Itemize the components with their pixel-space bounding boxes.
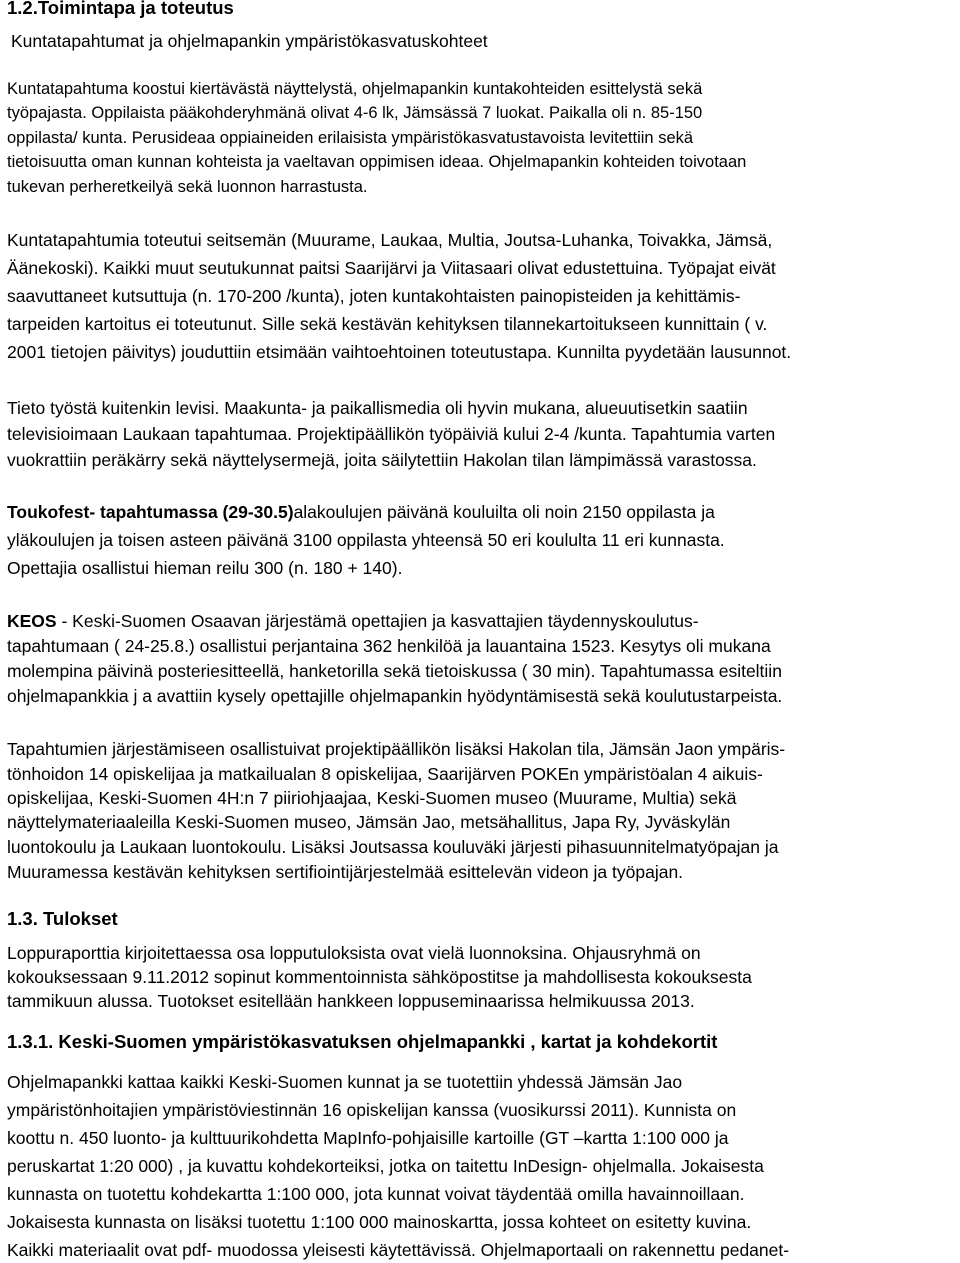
paragraph-line: Kaikki materiaalit ovat pdf- muodossa yleisesti käytettävissä. Ohjelmaportaali on rakennettu pedanet-: [7, 1240, 790, 1260]
paragraph-line: oppilasta/ kunta. Perusideaa oppiaineiden erilaisista ympäristökasvatustavoista levitettiin sekä: [7, 129, 694, 147]
paragraph-line: 2001 tietojen päivitys) jouduttiin etsimään vaihtoehtoinen toteutustapa. Kunnilta pyydetään lausunnot.: [7, 342, 792, 362]
paragraph-line: ympäristönhoitajien ympäristöviestinnän 16 opiskelijan kanssa (vuosikurssi 2011). Kunnista on: [7, 1100, 737, 1120]
paragraph-line: yläkoulujen ja toisen asteen päivänä 3100 oppilasta yhteensä 50 eri koululta 11 eri kunnasta.: [7, 530, 725, 550]
paragraph-line: Ohjelmapankki kattaa kaikki Keski-Suomen kunnat ja se tuotettiin yhdessä Jämsän Jao: [7, 1072, 683, 1092]
paragraph-line: ohjelmapankkia j a avattiin kysely opettajille ohjelmapankin hyödyntämisestä sekä koulutustarpeista.: [7, 686, 783, 706]
paragraph-line: Muuramessa kestävän kehityksen sertifiointijärjestelmää esittelevän videon ja työpajan.: [7, 862, 684, 882]
paragraph-line: tarpeiden kartoitus ei toteutunut. Sille sekä kestävän kehityksen tilannekartoitukseen kunnittain ( v.: [7, 314, 768, 334]
paragraph-line: [7, 610, 699, 632]
paragraph-line: molempina päivinä posteriesitteellä, hanketorilla sekä tietoiskussa ( 30 min). Tapahtumassa esiteltiin: [7, 661, 782, 681]
paragraph-line: peruskartat 1:20 000) , ja kuvattu kohdekorteiksi, jotka on taitettu InDesign- ohjelmalla. Jokaisesta: [7, 1156, 764, 1176]
section-heading: 1.2.Toimintapa ja toteutus: [7, 0, 234, 18]
paragraph-line: Jokaisesta kunnasta on lisäksi tuotettu 1:100 000 mainoskartta, jossa kohteet on esitetty kuvina.: [7, 1212, 752, 1232]
paragraph-line: vuokrattiin peräkärry sekä näyttelysermejä, joita säilytettiin Hakolan tilan lämpimässä varastossa.: [7, 450, 757, 470]
section-heading: 1.3. Tulokset: [7, 908, 118, 929]
bold-lead: Toukofest- tapahtumassa (29-30.5): [7, 502, 294, 522]
paragraph-line: Tieto työstä kuitenkin levisi. Maakunta- ja paikallismedia oli hyvin mukana, alueuutisetkin saatiin: [7, 398, 748, 418]
section-heading: 1.3.1. Keski-Suomen ympäristökasvatuksen ohjelmapankki , kartat ja kohdekortit: [7, 1031, 718, 1052]
paragraph-line: opiskelijaa, Keski-Suomen 4H:n 7 piiriohjaajaa, Keski-Suomen museo (Muurame, Multia) sekä: [7, 788, 737, 808]
paragraph-line: työpajasta. Oppilaista pääkohderyhmänä olivat 4-6 lk, Jämsässä 7 luokat. Paikalla oli n. 85-150: [7, 104, 703, 122]
line-rest: - Keski-Suomen Osaavan järjestämä opettajien ja kasvattajien täydennyskoulutus-: [56, 611, 699, 631]
paragraph-line: kunnasta on tuotettu kohdekartta 1:100 000, jota kunnat voivat täydentää omilla havainnoillaan.: [7, 1184, 745, 1204]
paragraph-line: koottu n. 450 luonto- ja kulttuurikohdetta MapInfo-pohjaisille kartoille (GT –kartta 1:100 000 ja: [7, 1128, 729, 1148]
paragraph-line: tapahtumaan ( 24-25.8.) osallistui perjantaina 362 henkilöä ja lauantaina 1523. Kesytys oli mukana: [7, 636, 771, 656]
bold-lead: KEOS: [7, 611, 57, 631]
section-subheading: Kuntatapahtumat ja ohjelmapankin ympäristökasvatuskohteet: [11, 31, 488, 51]
paragraph-line: tietoisuutta oman kunnan kohteista ja vaeltavan oppimisen ideaa. Ohjelmapankin kohteiden toivotaan: [7, 153, 747, 171]
paragraph-line: tammikuun alussa. Tuotokset esitellään hankkeen loppuseminaarissa helmikuussa 2013.: [7, 991, 695, 1011]
paragraph-line: Opettajia osallistui hieman reilu 300 (n. 180 + 140).: [7, 558, 403, 578]
paragraph-line: Tapahtumien järjestämiseen osallistuivat projektipäällikön lisäksi Hakolan tila, Jämsän Jaon ympäris-: [7, 739, 786, 759]
paragraph-line: [7, 501, 715, 523]
line-rest: alakoulujen päivänä kouluilta oli noin 2150 oppilasta ja: [293, 502, 715, 522]
paragraph-line: tönhoidon 14 opiskelijaa ja matkailualan 8 opiskelijaa, Saarijärven POKEn ympäristöalan 4 aikuis-: [7, 764, 763, 784]
paragraph-line: Kuntatapahtuma koostui kiertävästä näyttelystä, ohjelmapankin kuntakohteiden esittelystä sekä: [7, 80, 703, 98]
paragraph-line: Kuntatapahtumia toteutui seitsemän (Muurame, Laukaa, Multia, Joutsa-Luhanka, Toivakka, Jämsä,: [7, 230, 773, 250]
paragraph-line: luontokoulu ja Laukaan luontokoulu. Lisäksi Joutsassa kouluväki järjesti pihasuunnitelmatyöpajan ja: [7, 837, 779, 857]
paragraph-line: näyttelymateriaaleilla Keski-Suomen museo, Jämsän Jao, metsähallitus, Japa Ry, Jyväskylän: [7, 812, 731, 832]
paragraph-line: saavuttaneet kutsuttuja (n. 170-200 /kunta), joten kuntakohtaisten painopisteiden ja kehittämis-: [7, 286, 741, 306]
paragraph-line: Loppuraporttia kirjoitettaessa osa lopputuloksista ovat vielä luonnoksina. Ohjausryhmä on: [7, 943, 701, 963]
paragraph-line: tukevan perheretkeilyä sekä luonnon harrastusta.: [7, 178, 368, 196]
paragraph-line: televisioimaan Laukaan tapahtumaa. Projektipäällikön työpäiviä kului 2-4 /kunta. Tapahtumia varten: [7, 424, 776, 444]
paragraph-line: kokouksessaan 9.11.2012 sopinut kommentoinnista sähköpostitse ja mahdollisesta kokouksesta: [7, 967, 752, 987]
paragraph-line: Äänekoski). Kaikki muut seutukunnat paitsi Saarijärvi ja Viitasaari olivat edustettuina. Työpajat eivät: [7, 258, 776, 278]
